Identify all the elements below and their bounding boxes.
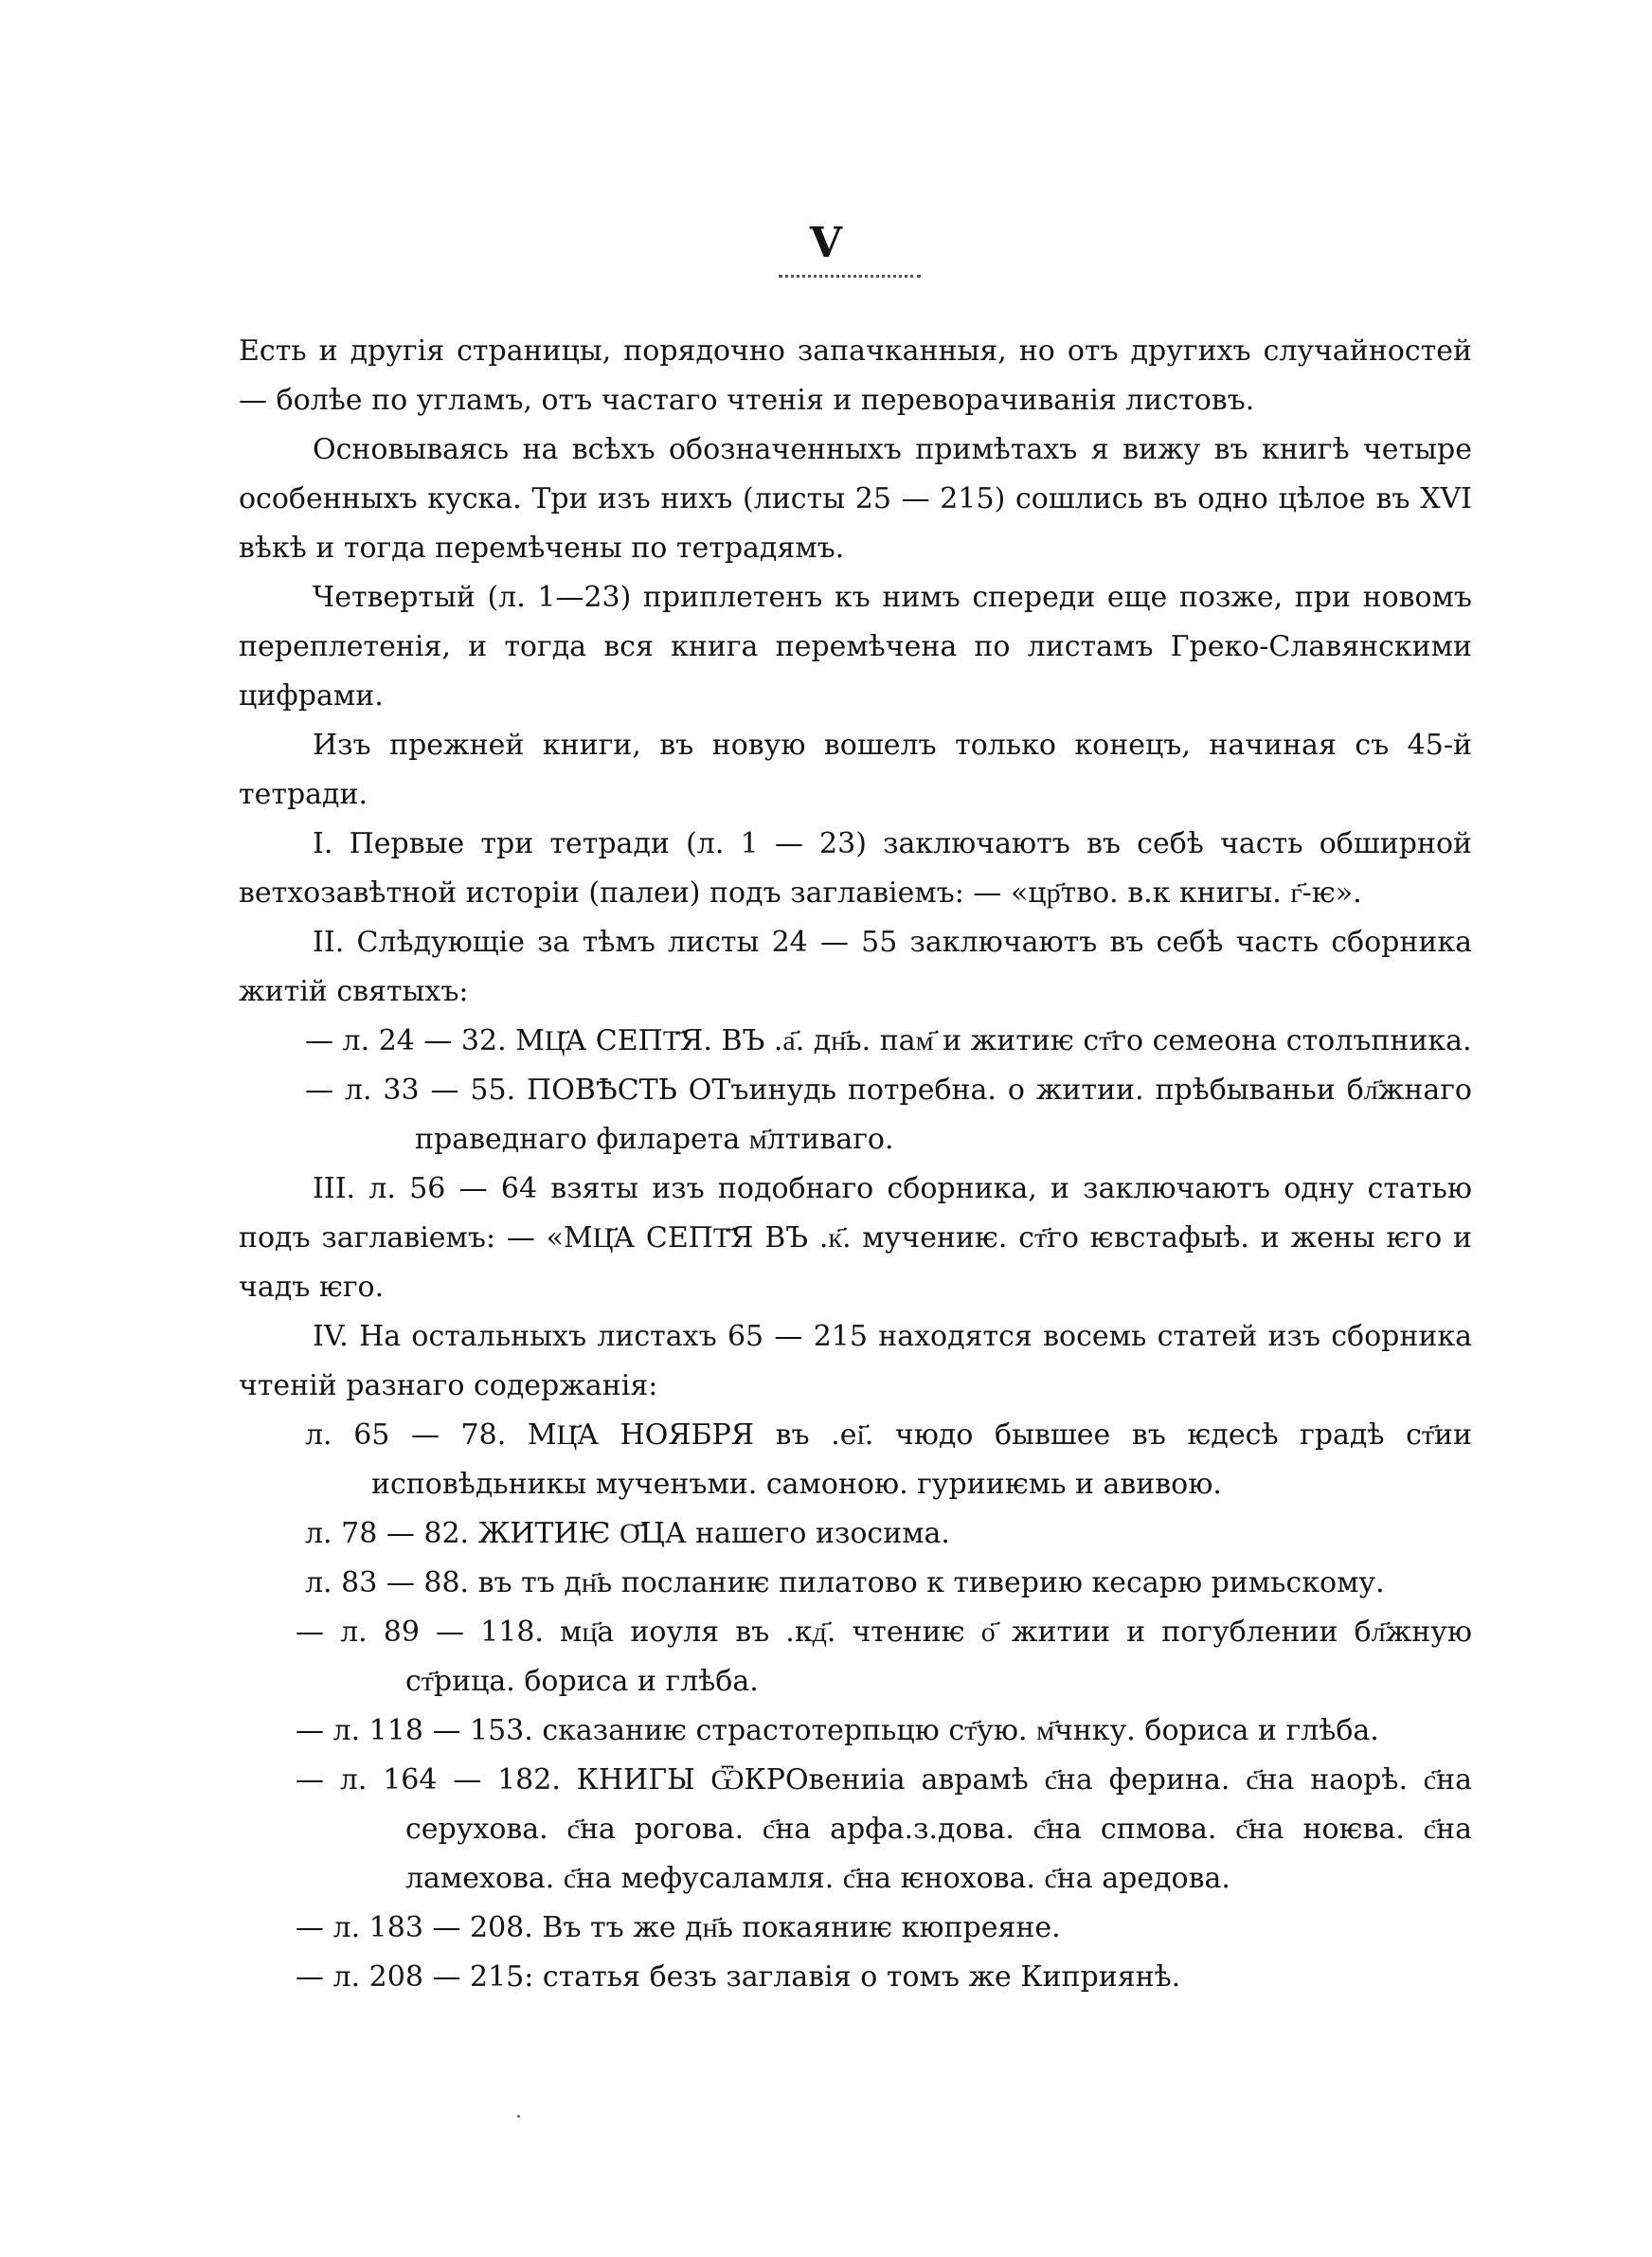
list-item: — л. 24 — 32. МЦ҃А СЕПТ҃Я. ВЪ .а҃. дн҃ь. пам҃ и житиѥ ст҃го семеона столъпника.: [305, 1024, 1472, 1057]
section-4-intro: IV. На остальныхъ листахъ 65 — 215 находятся восемь статей изъ сборника чтеній разнаго содержанія:: [239, 1320, 1472, 1402]
list-item: — л. 89 — 118. мц҃а иоуля въ .кд҃. чтениѥ о҃ житии и погублении бл҃жную ст҃рица. бориса и глѣба.: [296, 1616, 1472, 1698]
list-item: — л. 118 — 153. сказаниѥ страстотерпьцю ст҃ую. м҃чнку. бориса и глѣба.: [296, 1714, 1379, 1747]
paragraph: Изъ прежней книги, въ новую вошелъ только конецъ, начиная съ 45-й тетради.: [239, 729, 1472, 811]
list-item: — л. 164 — 182. КНИГЫ ѾКРОвениіа аврамѣ с҃на ферина. с҃на наорѣ. с҃на серухова. с҃на рогова. с҃на арфа.з.дова. с҃на спмова. с҃на ноѥва. с҃на ламехова. с҃на мефусаламля. с҃на ѥнохова. с҃на аредова.: [296, 1763, 1472, 1895]
page-number: V: [809, 219, 843, 267]
list-item: л. 65 — 78. МЦ҃А НОЯБРЯ въ .еі҃. чюдо бывшее въ ѥдесѣ градѣ ст҃ии исповѣдьникы мученъми. самоною. гурииѥмь и авивою.: [305, 1418, 1472, 1501]
text-body: [239, 327, 1472, 2002]
list-item: — л. 208 — 215: статья безъ заглавія о томъ же Киприянѣ.: [296, 1960, 1181, 1994]
list-item: л. 78 — 82. ЖИТИѤ О҃ЦА нашего изосима.: [305, 1517, 950, 1550]
folio-underline: [779, 275, 921, 278]
paragraph: Основываясь на всѣхъ обозначенныхъ примѣтахъ я вижу въ книгѣ четыре особенныхъ куска. Три изъ нихъ (листы 25 — 215) сошлись въ одно цѣлое въ XVI вѣкѣ и тогда перемѣчены по тетрадямъ.: [239, 433, 1472, 565]
paragraph: Четвертый (л. 1—23) приплетенъ къ нимъ спереди еще позже, при новомъ переплетенія, и тогда вся книга перемѣчена по листамъ Греко-Славянскими цифрами.: [239, 581, 1472, 713]
section-2-intro: II. Слѣдующіе за тѣмъ листы 24 — 55 заключаютъ въ себѣ часть сборника житій святыхъ:: [239, 926, 1472, 1008]
list-item: л. 83 — 88. въ тъ дн҃ь посланиѥ пилатово к тиверию кесарю римьскому.: [305, 1566, 1385, 1599]
print-speck: [517, 2115, 520, 2118]
section-3: III. л. 56 — 64 взяты изъ подобнаго сборника, и заключаютъ одну статью подъ заглавіемъ: — «МЦ҃А СЕПТ҃Я ВЪ .к҃. мучениѥ. ст҃го ѥвстафыѣ. и жены ѥго и чадъ ѥго.: [239, 1172, 1472, 1304]
list-item: — л. 33 — 55. ПОВѢСТЬ ОТъинудь потребна. о житии. прѣбываньи бл҃жнаго праведнаго филарета м҃лтиваго.: [305, 1074, 1472, 1156]
paragraph: Есть и другія страницы, порядочно запачканныя, но отъ другихъ случайностей — болѣе по угламъ, отъ частаго чтенія и переворачиванія листовъ.: [239, 334, 1472, 417]
section-1: I. Первые три тетради (л. 1 — 23) заключаютъ въ себѣ часть обширной ветхозавѣтной исторіи (палеи) подъ заглавіемъ: — «цр҃тво. в.к книгы. г҃-ѥ».: [239, 827, 1472, 910]
list-item: — л. 183 — 208. Въ тъ же дн҃ь покаяниѥ кюпреяне.: [296, 1911, 1061, 1944]
